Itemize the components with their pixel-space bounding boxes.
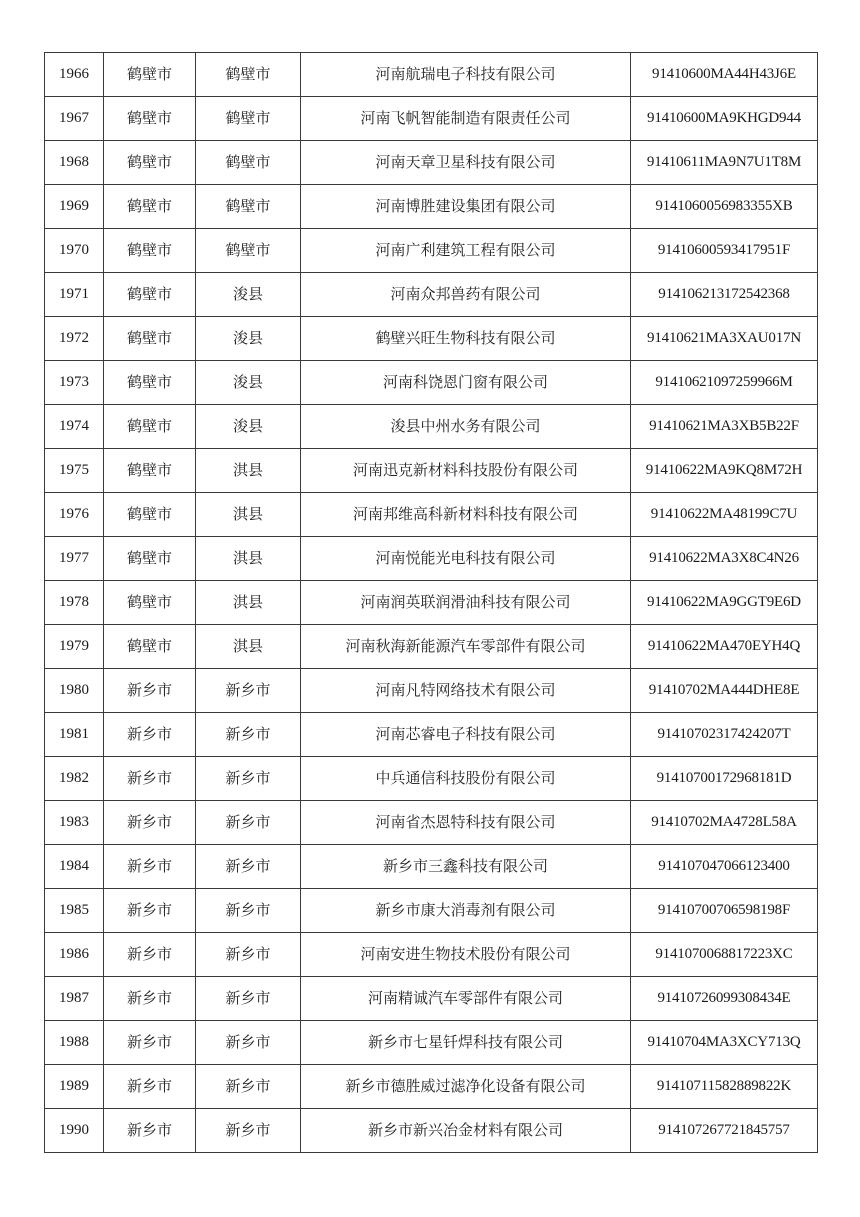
table-row <box>45 229 818 273</box>
company-name-cell: 新乡市德胜威过滤净化设备有限公司 <box>301 1065 631 1109</box>
credit-code-cell: 91410622MA3X8C4N26 <box>631 537 818 581</box>
company-name-cell: 浚县中州水务有限公司 <box>301 405 631 449</box>
table-row <box>45 53 818 97</box>
city-cell: 鹤壁市 <box>104 273 196 317</box>
credit-code-cell: 91410622MA48199C7U <box>631 493 818 537</box>
company-name-cell: 河南天章卫星科技有限公司 <box>301 141 631 185</box>
county-cell: 新乡市 <box>196 1065 301 1109</box>
table-body <box>45 53 818 1153</box>
company-name-cell: 河南飞帆智能制造有限责任公司 <box>301 97 631 141</box>
company-name-cell: 新乡市康大消毒剂有限公司 <box>301 889 631 933</box>
credit-code-cell: 91410622MA470EYH4Q <box>631 625 818 669</box>
row-number-cell: 1972 <box>45 317 104 361</box>
county-cell: 浚县 <box>196 273 301 317</box>
city-cell: 新乡市 <box>104 713 196 757</box>
row-number-cell: 1982 <box>45 757 104 801</box>
county-cell: 淇县 <box>196 581 301 625</box>
county-cell: 淇县 <box>196 449 301 493</box>
table-row <box>45 361 818 405</box>
city-cell: 鹤壁市 <box>104 185 196 229</box>
company-name-cell: 河南博胜建设集团有限公司 <box>301 185 631 229</box>
row-number-cell: 1967 <box>45 97 104 141</box>
county-cell: 鹤壁市 <box>196 185 301 229</box>
row-number-cell: 1977 <box>45 537 104 581</box>
row-number-cell: 1989 <box>45 1065 104 1109</box>
table-row <box>45 625 818 669</box>
table-row <box>45 1021 818 1065</box>
table-row <box>45 1109 818 1153</box>
city-cell: 鹤壁市 <box>104 405 196 449</box>
table-row <box>45 845 818 889</box>
credit-code-cell: 91410600593417951F <box>631 229 818 273</box>
row-number-cell: 1971 <box>45 273 104 317</box>
city-cell: 新乡市 <box>104 1065 196 1109</box>
row-number-cell: 1980 <box>45 669 104 713</box>
company-name-cell: 河南广利建筑工程有限公司 <box>301 229 631 273</box>
city-cell: 鹤壁市 <box>104 53 196 97</box>
city-cell: 新乡市 <box>104 757 196 801</box>
city-cell: 新乡市 <box>104 933 196 977</box>
company-name-cell: 河南润英联润滑油科技有限公司 <box>301 581 631 625</box>
company-name-cell: 新乡市三鑫科技有限公司 <box>301 845 631 889</box>
city-cell: 新乡市 <box>104 845 196 889</box>
county-cell: 新乡市 <box>196 713 301 757</box>
county-cell: 鹤壁市 <box>196 229 301 273</box>
row-number-cell: 1984 <box>45 845 104 889</box>
city-cell: 新乡市 <box>104 1109 196 1153</box>
table-row <box>45 933 818 977</box>
credit-code-cell: 914106213172542368 <box>631 273 818 317</box>
table-row <box>45 405 818 449</box>
row-number-cell: 1990 <box>45 1109 104 1153</box>
credit-code-cell: 91410621MA3XB5B22F <box>631 405 818 449</box>
company-name-cell: 河南安进生物技术股份有限公司 <box>301 933 631 977</box>
company-name-cell: 河南凡特网络技术有限公司 <box>301 669 631 713</box>
city-cell: 鹤壁市 <box>104 581 196 625</box>
city-cell: 鹤壁市 <box>104 449 196 493</box>
table-row <box>45 757 818 801</box>
table-row <box>45 801 818 845</box>
credit-code-cell: 91410711582889822K <box>631 1065 818 1109</box>
credit-code-cell: 91410702MA444DHE8E <box>631 669 818 713</box>
row-number-cell: 1986 <box>45 933 104 977</box>
city-cell: 鹤壁市 <box>104 97 196 141</box>
city-cell: 新乡市 <box>104 977 196 1021</box>
city-cell: 新乡市 <box>104 889 196 933</box>
city-cell: 鹤壁市 <box>104 317 196 361</box>
credit-code-cell: 9141060056983355XB <box>631 185 818 229</box>
credit-code-cell: 91410702MA4728L58A <box>631 801 818 845</box>
county-cell: 新乡市 <box>196 1109 301 1153</box>
credit-code-cell: 91410700706598198F <box>631 889 818 933</box>
company-name-cell: 新乡市七星钎焊科技有限公司 <box>301 1021 631 1065</box>
credit-code-cell: 91410621097259966M <box>631 361 818 405</box>
credit-code-cell: 91410621MA3XAU017N <box>631 317 818 361</box>
row-number-cell: 1979 <box>45 625 104 669</box>
company-name-cell: 河南芯睿电子科技有限公司 <box>301 713 631 757</box>
row-number-cell: 1985 <box>45 889 104 933</box>
county-cell: 浚县 <box>196 405 301 449</box>
company-name-cell: 中兵通信科技股份有限公司 <box>301 757 631 801</box>
table-row <box>45 273 818 317</box>
table-row <box>45 889 818 933</box>
county-cell: 新乡市 <box>196 1021 301 1065</box>
city-cell: 鹤壁市 <box>104 493 196 537</box>
table-row <box>45 977 818 1021</box>
city-cell: 鹤壁市 <box>104 361 196 405</box>
credit-code-cell: 91410726099308434E <box>631 977 818 1021</box>
credit-code-cell: 914107267721845757 <box>631 1109 818 1153</box>
table-row <box>45 185 818 229</box>
county-cell: 鹤壁市 <box>196 141 301 185</box>
row-number-cell: 1970 <box>45 229 104 273</box>
credit-code-cell: 9141070068817223XC <box>631 933 818 977</box>
table-row <box>45 493 818 537</box>
county-cell: 新乡市 <box>196 977 301 1021</box>
company-name-cell: 鹤壁兴旺生物科技有限公司 <box>301 317 631 361</box>
credit-code-cell: 91410600MA9KHGD944 <box>631 97 818 141</box>
county-cell: 新乡市 <box>196 845 301 889</box>
county-cell: 新乡市 <box>196 757 301 801</box>
row-number-cell: 1966 <box>45 53 104 97</box>
city-cell: 鹤壁市 <box>104 141 196 185</box>
enterprise-registry-table <box>44 52 818 1153</box>
company-name-cell: 河南精诚汽车零部件有限公司 <box>301 977 631 1021</box>
county-cell: 浚县 <box>196 361 301 405</box>
credit-code-cell: 914107047066123400 <box>631 845 818 889</box>
county-cell: 新乡市 <box>196 889 301 933</box>
row-number-cell: 1978 <box>45 581 104 625</box>
row-number-cell: 1973 <box>45 361 104 405</box>
credit-code-cell: 91410704MA3XCY713Q <box>631 1021 818 1065</box>
county-cell: 淇县 <box>196 493 301 537</box>
company-name-cell: 河南航瑞电子科技有限公司 <box>301 53 631 97</box>
credit-code-cell: 91410622MA9GGT9E6D <box>631 581 818 625</box>
city-cell: 新乡市 <box>104 801 196 845</box>
row-number-cell: 1988 <box>45 1021 104 1065</box>
county-cell: 淇县 <box>196 625 301 669</box>
table-row <box>45 537 818 581</box>
county-cell: 浚县 <box>196 317 301 361</box>
company-name-cell: 河南秋海新能源汽车零部件有限公司 <box>301 625 631 669</box>
credit-code-cell: 91410611MA9N7U1T8M <box>631 141 818 185</box>
table-row <box>45 713 818 757</box>
company-name-cell: 新乡市新兴冶金材料有限公司 <box>301 1109 631 1153</box>
company-name-cell: 河南迅克新材料科技股份有限公司 <box>301 449 631 493</box>
credit-code-cell: 91410702317424207T <box>631 713 818 757</box>
table-row <box>45 449 818 493</box>
row-number-cell: 1976 <box>45 493 104 537</box>
table-row <box>45 669 818 713</box>
city-cell: 鹤壁市 <box>104 229 196 273</box>
table-row <box>45 581 818 625</box>
row-number-cell: 1981 <box>45 713 104 757</box>
county-cell: 鹤壁市 <box>196 53 301 97</box>
credit-code-cell: 91410600MA44H43J6E <box>631 53 818 97</box>
county-cell: 淇县 <box>196 537 301 581</box>
row-number-cell: 1983 <box>45 801 104 845</box>
credit-code-cell: 91410622MA9KQ8M72H <box>631 449 818 493</box>
row-number-cell: 1968 <box>45 141 104 185</box>
city-cell: 鹤壁市 <box>104 537 196 581</box>
company-name-cell: 河南科饶恩门窗有限公司 <box>301 361 631 405</box>
table-row <box>45 141 818 185</box>
company-name-cell: 河南邦维高科新材料科技有限公司 <box>301 493 631 537</box>
city-cell: 新乡市 <box>104 669 196 713</box>
county-cell: 新乡市 <box>196 669 301 713</box>
county-cell: 新乡市 <box>196 933 301 977</box>
row-number-cell: 1969 <box>45 185 104 229</box>
city-cell: 新乡市 <box>104 1021 196 1065</box>
table-row <box>45 317 818 361</box>
county-cell: 鹤壁市 <box>196 97 301 141</box>
table-row <box>45 1065 818 1109</box>
row-number-cell: 1975 <box>45 449 104 493</box>
county-cell: 新乡市 <box>196 801 301 845</box>
row-number-cell: 1987 <box>45 977 104 1021</box>
company-name-cell: 河南悦能光电科技有限公司 <box>301 537 631 581</box>
table-row <box>45 97 818 141</box>
city-cell: 鹤壁市 <box>104 625 196 669</box>
company-name-cell: 河南省杰恩特科技有限公司 <box>301 801 631 845</box>
company-name-cell: 河南众邦兽药有限公司 <box>301 273 631 317</box>
row-number-cell: 1974 <box>45 405 104 449</box>
credit-code-cell: 91410700172968181D <box>631 757 818 801</box>
